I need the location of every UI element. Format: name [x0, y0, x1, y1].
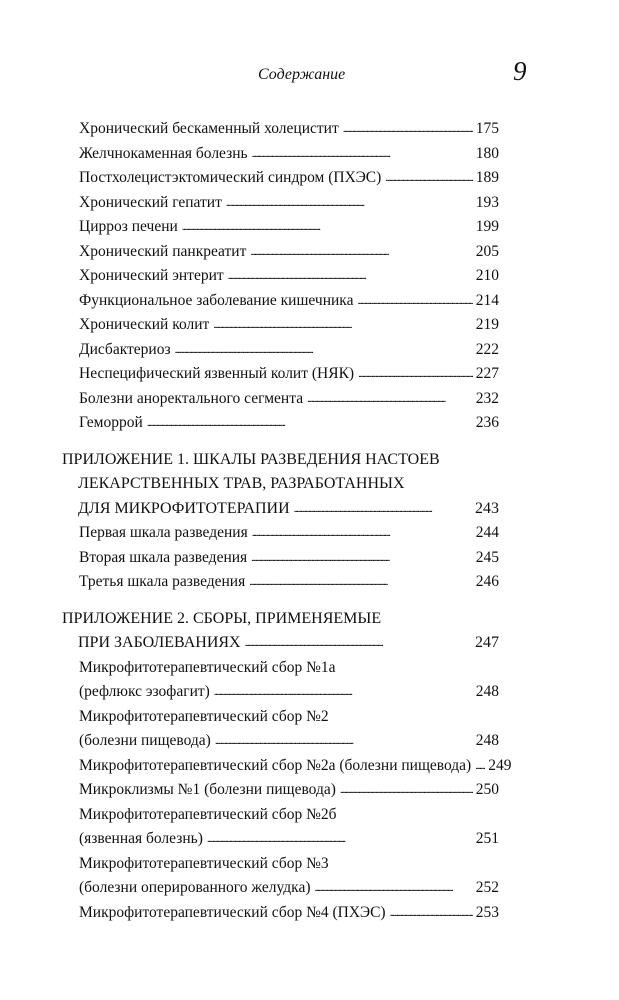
toc-entry[interactable]	[0, 411, 619, 436]
toc-entry-title: Дисбактериоз	[79, 340, 171, 358]
toc-entry-title-cont: (рефлюкс эзофагит)	[79, 683, 210, 700]
leader-dots	[207, 826, 473, 852]
toc-entry[interactable]	[0, 656, 619, 705]
toc-entry[interactable]	[0, 191, 619, 216]
leader-dots	[390, 900, 473, 926]
toc-entry-page: 199	[475, 218, 499, 235]
toc-entry-page: 236	[475, 414, 499, 431]
toc-entry[interactable]	[0, 387, 619, 412]
toc-entry[interactable]	[0, 803, 619, 852]
toc-entry-title: Третья шкала разведения	[79, 573, 246, 590]
toc-entry-page: 245	[475, 548, 499, 566]
appendix-title-line: ПРИЛОЖЕНИЕ 1. ШКАЛЫ РАЗВЕДЕНИЯ НАСТОЕВ	[62, 450, 440, 468]
leader-dots	[315, 875, 473, 901]
appendix-title-line: ПРИЛОЖЕНИЕ 2. СБОРЫ, ПРИМЕНЯЕМЫЕ	[62, 609, 382, 627]
toc-entry[interactable]	[0, 546, 619, 571]
toc-entry-title: Функциональное заболевание кишечника	[79, 291, 354, 309]
leader-dots	[175, 337, 473, 363]
leader-dots	[228, 263, 473, 289]
toc-entry-title: Желчнокаменная болезнь	[79, 144, 248, 162]
toc-entry-page: 175	[475, 120, 499, 137]
appendix-2-heading[interactable]	[0, 607, 619, 656]
toc-entry-title: Микрофитотерапевтический сбор №4 (ПХЭС)	[79, 903, 386, 921]
toc-entry-page: 251	[475, 830, 499, 847]
leader-dots	[251, 545, 473, 571]
table-of-contents	[0, 117, 619, 925]
toc-entry-page: 180	[475, 144, 499, 162]
toc-entry-page: 243	[475, 499, 499, 517]
toc-entry-title: Микрофитотерапевтический сбор №2а (болезни пищевода)	[79, 756, 472, 774]
toc-entry[interactable]	[0, 313, 619, 338]
toc-entry-title: Микрофитотерапевтический сбор №2	[79, 707, 329, 725]
toc-entry[interactable]	[0, 166, 619, 191]
toc-entry[interactable]	[0, 240, 619, 265]
leader-dots	[340, 777, 473, 803]
toc-entry-page: 205	[475, 242, 499, 260]
leader-dots	[147, 410, 473, 436]
toc-entry-title: Цирроз печени	[79, 218, 178, 235]
appendix-title-line: ДЛЯ МИКРОФИТОТЕРАПИИ	[78, 499, 290, 517]
leader-dots	[252, 520, 473, 546]
toc-entry-title: Микрофитотерапевтический сбор №1а	[79, 658, 336, 676]
toc-entry-page: 247	[475, 634, 499, 651]
toc-entry[interactable]	[0, 215, 619, 240]
toc-entry-title-cont: (болезни пищевода)	[79, 732, 211, 749]
leader-dots	[213, 312, 472, 338]
toc-entry[interactable]	[0, 705, 619, 754]
toc-entry[interactable]	[0, 264, 619, 289]
toc-entry-page: 232	[475, 389, 499, 407]
toc-entry[interactable]	[0, 852, 619, 901]
leader-dots	[385, 165, 472, 191]
leader-dots	[307, 386, 473, 412]
toc-entry[interactable]	[0, 778, 619, 803]
toc-entry-title: Вторая шкала разведения	[79, 548, 248, 566]
appendix-1-heading[interactable]	[0, 448, 619, 522]
toc-entry-title-cont: (язвенная болезнь)	[79, 830, 203, 847]
leader-dots	[294, 496, 472, 522]
toc-entry-title: Хронический панкреатит	[79, 242, 247, 260]
leader-dots	[215, 728, 473, 754]
toc-entry-title: Хронический энтерит	[79, 267, 224, 284]
toc-entry-page: 227	[475, 365, 499, 382]
toc-entry[interactable]	[0, 754, 619, 779]
leader-dots	[249, 569, 473, 595]
leader-dots	[250, 239, 472, 265]
leader-dots	[343, 116, 473, 142]
toc-entry-page: 252	[475, 879, 499, 896]
toc-entry-page: 249	[488, 756, 512, 774]
toc-entry-page: 222	[475, 340, 499, 358]
toc-entry-title: Микроклизмы №1 (болезни пищевода)	[79, 781, 336, 798]
leader-dots	[245, 630, 472, 656]
toc-entry-title: Первая шкала разведения	[79, 524, 248, 541]
toc-entry-page: 219	[475, 316, 499, 333]
toc-entry[interactable]	[0, 901, 619, 926]
toc-entry[interactable]	[0, 338, 619, 363]
toc-entry-title: Хронический бескаменный холецистит	[79, 120, 339, 137]
leader-dots	[357, 288, 472, 314]
leader-dots	[182, 214, 473, 240]
leader-dots	[252, 141, 473, 167]
leader-dots	[214, 679, 473, 705]
appendix-title-line: ПРИ ЗАБОЛЕВАНИЯХ	[78, 634, 241, 651]
toc-entry-title: Хронический колит	[79, 316, 210, 333]
leader-dots	[358, 361, 473, 387]
toc-entry-page: 193	[475, 193, 499, 211]
running-head: Содержание	[258, 66, 346, 83]
toc-entry[interactable]	[0, 142, 619, 167]
appendix-title-line: ЛЕКАРСТВЕННЫХ ТРАВ, РАЗРАБОТАННЫХ	[78, 475, 405, 492]
toc-entry-page: 248	[475, 683, 499, 700]
toc-entry-page: 210	[475, 267, 499, 284]
leader-dots	[475, 753, 485, 779]
toc-entry-page: 214	[475, 291, 499, 309]
toc-entry[interactable]	[0, 362, 619, 387]
toc-entry-title: Микрофитотерапевтический сбор №3	[79, 854, 329, 872]
toc-entry-title: Неспецифический язвенный колит (НЯК)	[79, 365, 355, 382]
toc-entry-page: 250	[475, 781, 499, 798]
toc-entry[interactable]	[0, 289, 619, 314]
toc-entry-title: Постхолецистэктомический синдром (ПХЭС)	[79, 169, 382, 186]
toc-entry-page: 253	[475, 903, 499, 921]
toc-entry-title-cont: (болезни оперированного желудка)	[79, 879, 311, 896]
toc-entry[interactable]	[0, 521, 619, 546]
toc-entry-title: Геморрой	[79, 414, 143, 431]
toc-entry-page: 189	[475, 169, 499, 186]
toc-entry-title: Хронический гепатит	[79, 193, 222, 211]
toc-entry-page: 248	[475, 732, 499, 749]
toc-entry-title: Болезни аноректального сегмента	[79, 389, 304, 407]
toc-entry-title: Микрофитотерапевтический сбор №2б	[79, 805, 337, 823]
leader-dots	[226, 190, 473, 216]
toc-entry[interactable]	[0, 117, 619, 142]
toc-entry[interactable]	[0, 570, 619, 595]
page-number: 9	[513, 56, 527, 86]
toc-entry-page: 244	[475, 524, 499, 541]
toc-entry-page: 246	[475, 573, 499, 590]
